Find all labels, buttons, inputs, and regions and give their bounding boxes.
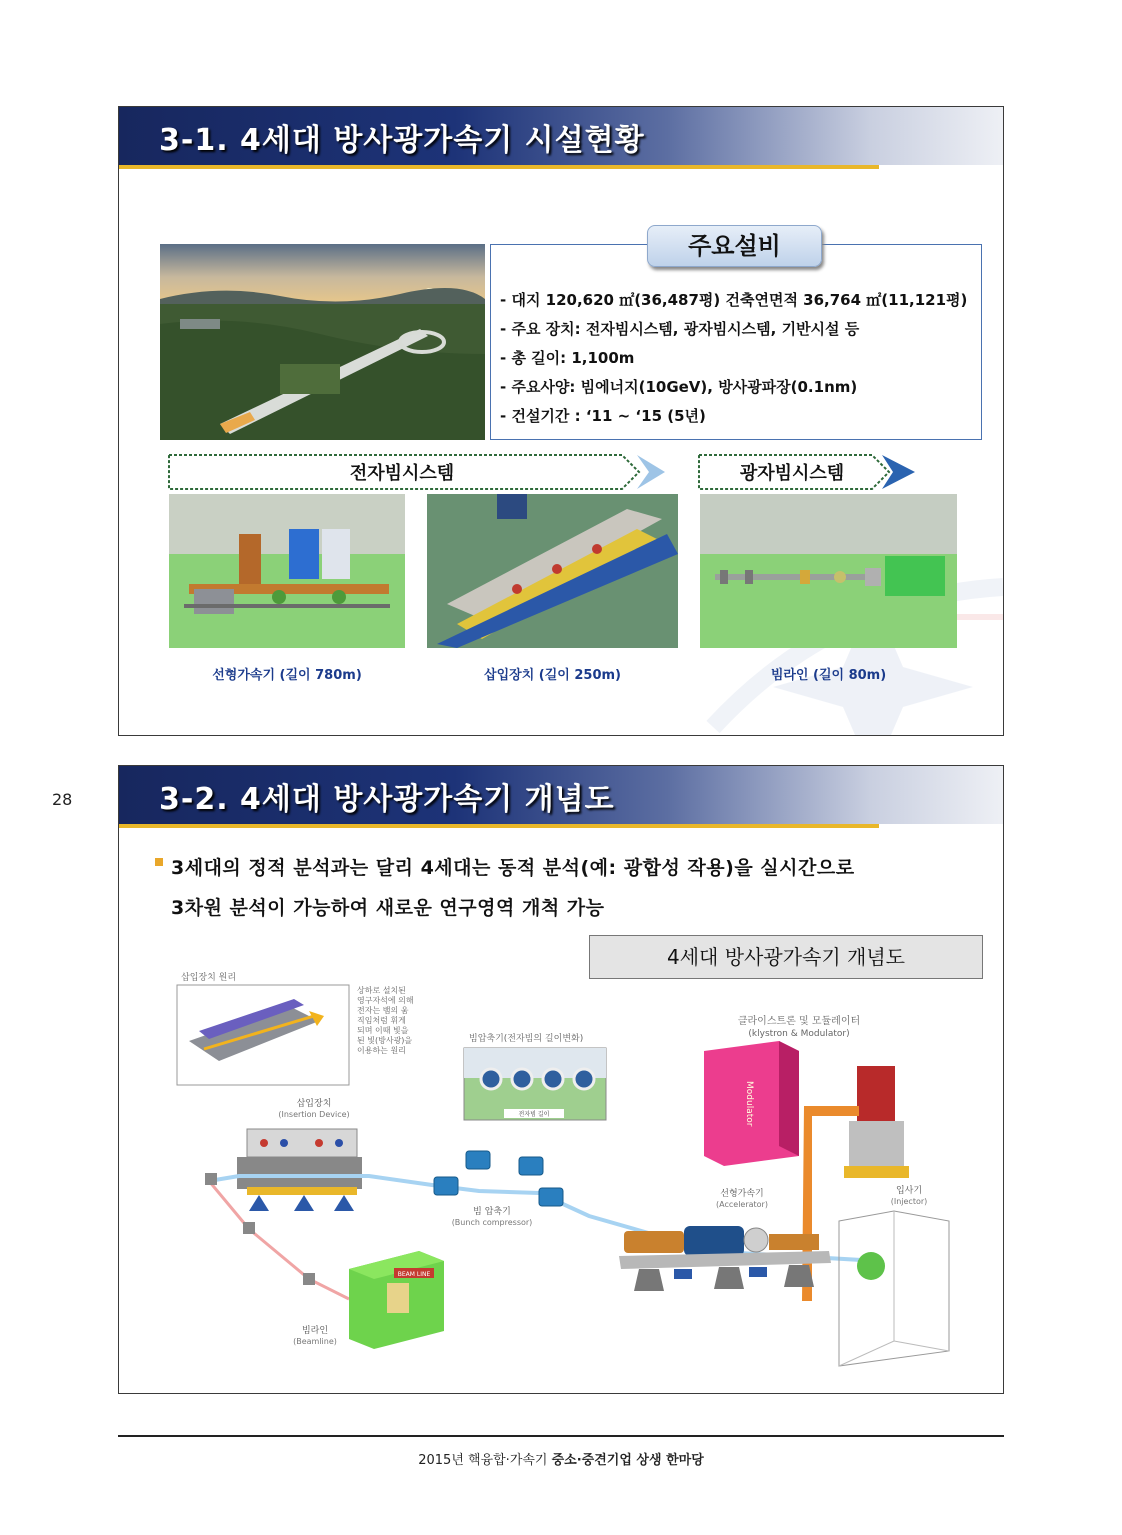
electron-beam-label: 전자빔시스템	[349, 463, 455, 484]
inset-text-line: 이용하는 원리	[357, 1046, 406, 1055]
insertion-label-en: (Insertion Device)	[278, 1110, 350, 1119]
slide-title: 3-2. 4세대 방사광가속기 개념도	[159, 782, 615, 817]
linear-accelerator-render	[169, 494, 405, 648]
inset-text-line: 되며 이때 빛을	[357, 1026, 409, 1035]
spec-item: - 총 길이: 1,100m	[500, 349, 635, 367]
aerial-facility-photo	[160, 244, 485, 440]
slide-title: 3-1. 4세대 방사광가속기 시설현황	[159, 123, 645, 158]
insertion-label: 삽입장치	[296, 1099, 332, 1109]
modulator-text: Modulator	[744, 1081, 754, 1127]
footer-emphasis: 중소·중견기업 상생 한마당	[551, 1453, 704, 1468]
slide-facility-status	[118, 106, 1004, 736]
footer	[0, 1449, 1122, 1468]
beamline-label: 빔라인	[301, 1326, 329, 1336]
klystron-label-en: (klystron & Modulator)	[748, 1029, 850, 1039]
inset-text-line: 상하로 설치된	[357, 986, 406, 995]
inset-title: 삽입장치 원리	[181, 973, 237, 983]
footer-rule	[118, 1435, 1004, 1437]
injector-label: 입사기	[895, 1186, 923, 1196]
spec-item: - 건설기간 : ‘11 ~ ‘15 (5년)	[500, 407, 706, 425]
title-bar	[119, 766, 1003, 824]
bunch-label-en: (Bunch compressor)	[451, 1218, 533, 1227]
injector-label-en: (Injector)	[890, 1197, 928, 1206]
spec-item: - 주요 장치: 전자빔시스템, 광자빔시스템, 기반시설 등	[500, 320, 860, 338]
klystron-label: 클라이스트론 및 모듈레이터	[737, 1016, 861, 1027]
footer-text: 2015년 핵융합·가속기	[418, 1453, 552, 1468]
insertion-device-caption: 삽입장치 (길이 250m)	[484, 668, 621, 683]
beamline-render	[700, 494, 957, 648]
facility-spec-list	[500, 286, 967, 431]
bunch-label: 빔 압축기	[473, 1207, 511, 1217]
title-underline	[119, 824, 879, 828]
bunch-inset-caption: 전자빔 길이	[518, 1111, 550, 1118]
photon-beam-label: 광자빔시스템	[739, 463, 845, 484]
insertion-device-render	[427, 494, 678, 648]
inset-text-line: 직임처럼 휘게	[357, 1016, 406, 1025]
description-line: 3차원 분석이 가능하여 새로운 연구영역 개척 가능	[171, 897, 605, 919]
title-bar	[119, 107, 1003, 165]
inset-text-line: 된 빛(방사광)을	[357, 1036, 413, 1045]
page-number: 28	[52, 790, 73, 809]
bullet-marker	[155, 858, 163, 866]
spec-item: - 주요사양: 빔에너지(10GeV), 방사광파장(0.1nm)	[500, 378, 858, 396]
main-facilities-tag: 주요설비	[647, 225, 822, 267]
slide-concept	[118, 765, 1004, 1394]
accelerator-label-en: (Accelerator)	[716, 1200, 768, 1209]
title-underline	[119, 165, 879, 169]
accelerator-label: 선형가속기	[720, 1189, 764, 1199]
beamline-caption: 빔라인 (길이 80m)	[770, 668, 887, 683]
bunch-inset-title: 빔압축기(전자빔의 길이변화)	[469, 1034, 584, 1044]
beamline-label-en: (Beamline)	[293, 1337, 337, 1346]
accelerator-concept-diagram	[119, 971, 1003, 1391]
spec-item: - 대지 120,620 ㎡(36,487평) 건축연면적 36,764 ㎡(11,121평)	[500, 291, 968, 309]
inset-text-line: 영구자석에 의해	[357, 996, 414, 1005]
concept-diagram-tag: 4세대 방사광가속기 개념도	[589, 935, 983, 979]
description	[171, 848, 855, 928]
inset-text-line: 전자는 뱀의 움	[357, 1006, 409, 1015]
linac-caption: 선형가속기 (길이 780m)	[212, 668, 362, 683]
description-line: 3세대의 정적 분석과는 달리 4세대는 동적 분석(예: 광합성 작용)을 실시간으로	[171, 857, 855, 879]
beamline-sign: BEAM LINE	[397, 1271, 431, 1278]
